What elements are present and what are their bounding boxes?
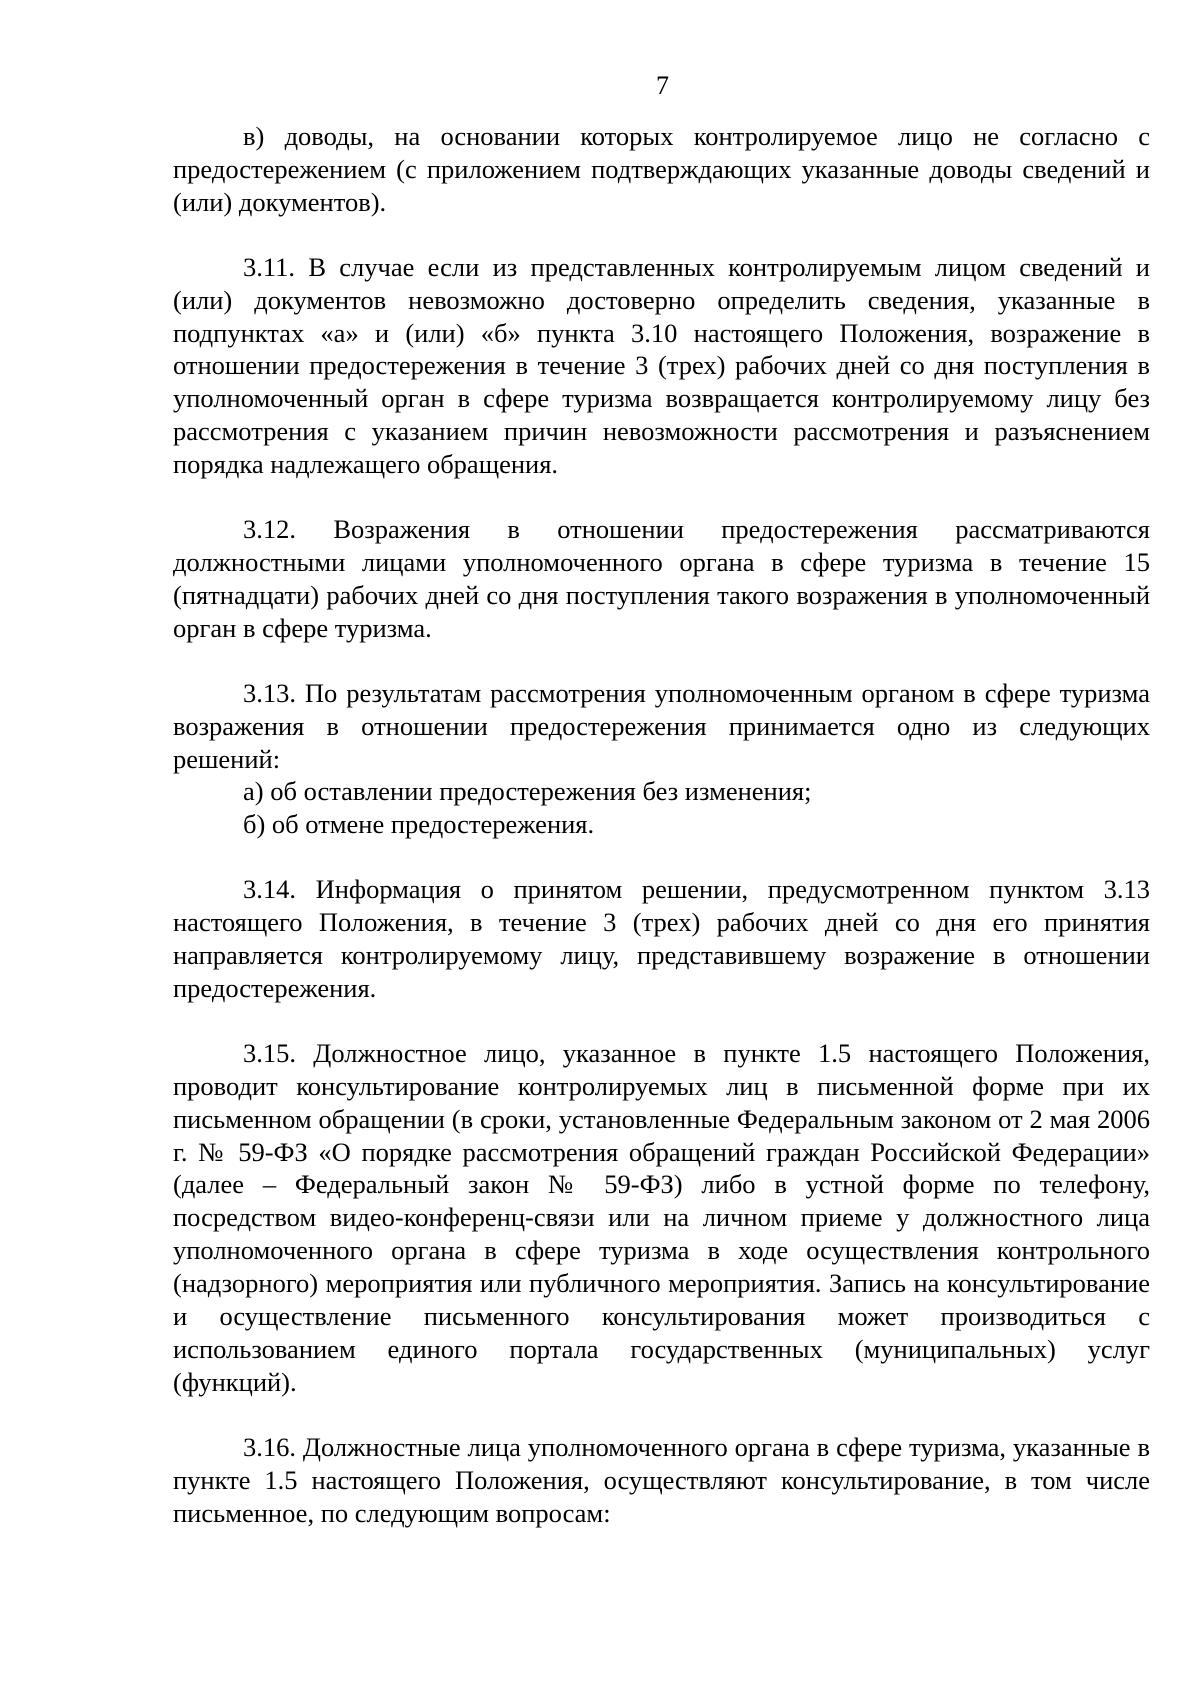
- list-item-3-13-b: б) об отмене предостережения.: [243, 809, 595, 840]
- paragraph-3-12: 3.12. Возражения в отношении предостережения рассматриваются должностными лицами уполномоченного органа в сфере туризма в течение 15 (пятнадцати) рабочих дней со дня поступления такого возражения в уполномоченный орган в сфере туризма.: [173, 514, 1150, 643]
- document-body: [173, 120, 1150, 1530]
- paragraph-3-11: 3.11. В случае если из представленных контролируемым лицом сведений и (или) документов невозможно достоверно определить сведения, указанные в подпунктах «а» и (или) «б» пункта 3.10 настоящего Положения, возражение в отношении предостережения в течение 3 (трех) рабочих дней со дня поступления в уполномоченный орган в сфере туризма возвращается контролируемому лицу без рассмотрения с указанием причин невозможности рассмотрения и разъяснением порядка надлежащего обращения.: [173, 251, 1150, 480]
- list-item-3-13-a: а) об оставлении предостережения без изменения;: [243, 776, 812, 807]
- paragraph-3-15: 3.15. Должностное лицо, указанное в пункте 1.5 настоящего Положения, проводит консультирование контролируемых лиц в письменной форме при их письменном обращении (в сроки, установленные Федеральным законом от 2 мая 2006 г. № 59-ФЗ «О порядке рассмотрения обращений граждан Российской Федерации» (далее – Федеральный закон № 59-ФЗ) либо в устной форме по телефону, посредством видео-конференц-связи или на личном приеме у должностного лица уполномоченного органа в сфере туризма в ходе осуществления контрольного (надзорного) мероприятия или публичного мероприятия. Запись на консультирование и осуществление письменного консультирования может производиться с использованием единого портала государственных (муниципальных) услуг (функций).: [173, 1037, 1150, 1397]
- paragraph-3-14: 3.14. Информация о принятом решении, предусмотренном пунктом 3.13 настоящего Положения, в течение 3 (трех) рабочих дней со дня его принятия направляется контролируемому лицу, представившему возражение в отношении предостережения.: [173, 874, 1150, 1003]
- paragraph-3-13: 3.13. По результатам рассмотрения уполномоченным органом в сфере туризма возражения в отношении предостережения принимается одно из следующих решений:: [173, 677, 1150, 774]
- paragraph-3-16: 3.16. Должностные лица уполномоченного органа в сфере туризма, указанные в пункте 1.5 настоящего Положения, осуществляют консультирование, в том числе письменное, по следующим вопросам:: [173, 1431, 1150, 1528]
- paragraph-3-10-v: в) доводы, на основании которых контролируемое лицо не согласно с предостережением (с приложением подтверждающих указанные доводы сведений и (или) документов).: [173, 121, 1150, 217]
- page-number: 7: [656, 71, 669, 100]
